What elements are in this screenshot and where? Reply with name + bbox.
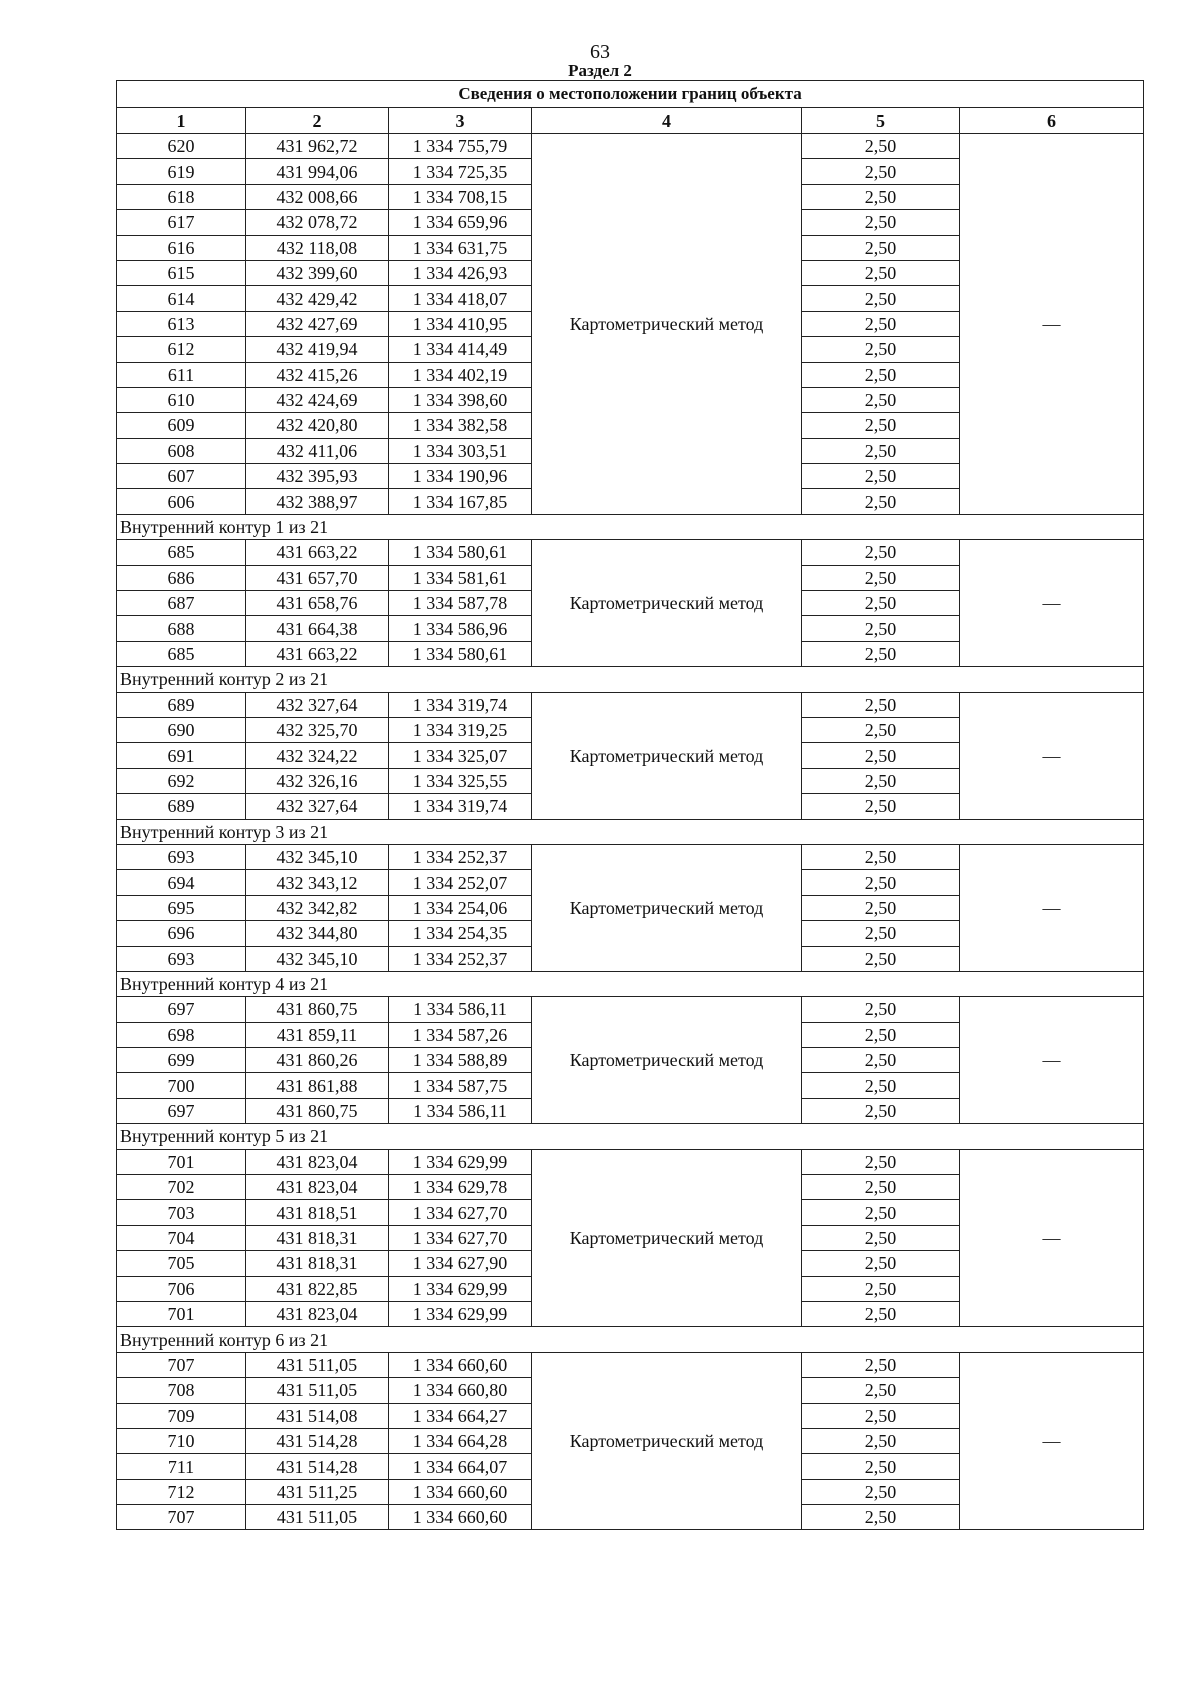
accuracy-cell: 2,50 — [802, 413, 960, 438]
description-cell: — — [960, 1352, 1144, 1530]
y-coordinate-cell: 1 334 414,49 — [389, 337, 532, 362]
accuracy-cell: 2,50 — [802, 591, 960, 616]
accuracy-cell: 2,50 — [802, 1301, 960, 1326]
point-number-cell: 688 — [117, 616, 246, 641]
y-coordinate-cell: 1 334 629,99 — [389, 1301, 532, 1326]
point-number-cell: 696 — [117, 921, 246, 946]
x-coordinate-cell: 432 429,42 — [246, 286, 389, 311]
x-coordinate-cell: 431 514,08 — [246, 1403, 389, 1428]
y-coordinate-cell: 1 334 627,70 — [389, 1225, 532, 1250]
section-title: Раздел 2 — [568, 61, 632, 80]
accuracy-cell: 2,50 — [802, 844, 960, 869]
x-coordinate-cell: 432 424,69 — [246, 387, 389, 412]
y-coordinate-cell: 1 334 587,75 — [389, 1073, 532, 1098]
point-number-cell: 707 — [117, 1505, 246, 1530]
point-number-cell: 692 — [117, 768, 246, 793]
x-coordinate-cell: 432 344,80 — [246, 921, 389, 946]
x-coordinate-cell: 432 345,10 — [246, 946, 389, 971]
accuracy-cell: 2,50 — [802, 921, 960, 946]
x-coordinate-cell: 432 326,16 — [246, 768, 389, 793]
y-coordinate-cell: 1 334 629,99 — [389, 1149, 532, 1174]
y-coordinate-cell: 1 334 664,07 — [389, 1454, 532, 1479]
method-cell: Картометрический метод — [532, 540, 802, 667]
accuracy-cell: 2,50 — [802, 1048, 960, 1073]
x-coordinate-cell: 432 388,97 — [246, 489, 389, 514]
accuracy-cell: 2,50 — [802, 565, 960, 590]
accuracy-cell: 2,50 — [802, 1454, 960, 1479]
x-coordinate-cell: 431 860,75 — [246, 997, 389, 1022]
accuracy-cell: 2,50 — [802, 616, 960, 641]
x-coordinate-cell: 432 324,22 — [246, 743, 389, 768]
accuracy-cell: 2,50 — [802, 1200, 960, 1225]
page-number: 63 — [590, 41, 610, 63]
point-number-cell: 607 — [117, 464, 246, 489]
contour-row — [117, 514, 1144, 539]
contour-label: Внутренний контур 1 из 21 — [117, 514, 1144, 539]
column-header: 3 — [389, 108, 532, 134]
table-row — [117, 692, 1144, 717]
x-coordinate-cell: 431 823,04 — [246, 1175, 389, 1200]
point-number-cell: 610 — [117, 387, 246, 412]
contour-row — [117, 1124, 1144, 1149]
point-number-cell: 609 — [117, 413, 246, 438]
x-coordinate-cell: 432 399,60 — [246, 260, 389, 285]
x-coordinate-cell: 432 078,72 — [246, 210, 389, 235]
x-coordinate-cell: 432 420,80 — [246, 413, 389, 438]
x-coordinate-cell: 431 822,85 — [246, 1276, 389, 1301]
accuracy-cell: 2,50 — [802, 1505, 960, 1530]
y-coordinate-cell: 1 334 660,80 — [389, 1378, 532, 1403]
accuracy-cell: 2,50 — [802, 260, 960, 285]
point-number-cell: 693 — [117, 946, 246, 971]
accuracy-cell: 2,50 — [802, 1098, 960, 1123]
x-coordinate-cell: 432 343,12 — [246, 870, 389, 895]
point-number-cell: 693 — [117, 844, 246, 869]
description-cell: — — [960, 540, 1144, 667]
accuracy-cell: 2,50 — [802, 540, 960, 565]
y-coordinate-cell: 1 334 252,37 — [389, 844, 532, 869]
column-header-row — [117, 108, 1144, 134]
accuracy-cell: 2,50 — [802, 311, 960, 336]
point-number-cell: 615 — [117, 260, 246, 285]
accuracy-cell: 2,50 — [802, 717, 960, 742]
point-number-cell: 698 — [117, 1022, 246, 1047]
point-number-cell: 687 — [117, 591, 246, 616]
y-coordinate-cell: 1 334 254,06 — [389, 895, 532, 920]
accuracy-cell: 2,50 — [802, 1225, 960, 1250]
accuracy-cell: 2,50 — [802, 1276, 960, 1301]
y-coordinate-cell: 1 334 629,78 — [389, 1175, 532, 1200]
method-cell: Картометрический метод — [532, 1149, 802, 1327]
accuracy-cell: 2,50 — [802, 768, 960, 793]
point-number-cell: 700 — [117, 1073, 246, 1098]
x-coordinate-cell: 431 514,28 — [246, 1454, 389, 1479]
y-coordinate-cell: 1 334 167,85 — [389, 489, 532, 514]
y-coordinate-cell: 1 334 580,61 — [389, 641, 532, 666]
point-number-cell: 620 — [117, 134, 246, 159]
x-coordinate-cell: 431 818,51 — [246, 1200, 389, 1225]
x-coordinate-cell: 432 419,94 — [246, 337, 389, 362]
y-coordinate-cell: 1 334 587,26 — [389, 1022, 532, 1047]
x-coordinate-cell: 431 511,25 — [246, 1479, 389, 1504]
y-coordinate-cell: 1 334 426,93 — [389, 260, 532, 285]
accuracy-cell: 2,50 — [802, 464, 960, 489]
point-number-cell: 689 — [117, 692, 246, 717]
x-coordinate-cell: 431 823,04 — [246, 1301, 389, 1326]
x-coordinate-cell: 431 994,06 — [246, 159, 389, 184]
accuracy-cell: 2,50 — [802, 1073, 960, 1098]
y-coordinate-cell: 1 334 319,25 — [389, 717, 532, 742]
accuracy-cell: 2,50 — [802, 641, 960, 666]
column-header: 6 — [960, 108, 1144, 134]
y-coordinate-cell: 1 334 725,35 — [389, 159, 532, 184]
point-number-cell: 686 — [117, 565, 246, 590]
y-coordinate-cell: 1 334 254,35 — [389, 921, 532, 946]
table-row — [117, 540, 1144, 565]
description-cell: — — [960, 692, 1144, 819]
point-number-cell: 702 — [117, 1175, 246, 1200]
point-number-cell: 703 — [117, 1200, 246, 1225]
x-coordinate-cell: 431 511,05 — [246, 1505, 389, 1530]
table-title: Сведения о местоположении границ объекта — [117, 81, 1144, 108]
method-cell: Картометрический метод — [532, 1352, 802, 1530]
point-number-cell: 697 — [117, 1098, 246, 1123]
description-cell: — — [960, 844, 1144, 971]
column-header: 5 — [802, 108, 960, 134]
y-coordinate-cell: 1 334 659,96 — [389, 210, 532, 235]
y-coordinate-cell: 1 334 303,51 — [389, 438, 532, 463]
contour-row — [117, 667, 1144, 692]
table-row — [117, 1352, 1144, 1377]
accuracy-cell: 2,50 — [802, 387, 960, 412]
y-coordinate-cell: 1 334 190,96 — [389, 464, 532, 489]
y-coordinate-cell: 1 334 581,61 — [389, 565, 532, 590]
x-coordinate-cell: 431 818,31 — [246, 1225, 389, 1250]
method-cell: Картометрический метод — [532, 844, 802, 971]
accuracy-cell: 2,50 — [802, 159, 960, 184]
point-number-cell: 691 — [117, 743, 246, 768]
method-cell: Картометрический метод — [532, 997, 802, 1124]
accuracy-cell: 2,50 — [802, 184, 960, 209]
y-coordinate-cell: 1 334 398,60 — [389, 387, 532, 412]
x-coordinate-cell: 432 415,26 — [246, 362, 389, 387]
y-coordinate-cell: 1 334 382,58 — [389, 413, 532, 438]
x-coordinate-cell: 432 008,66 — [246, 184, 389, 209]
y-coordinate-cell: 1 334 587,78 — [389, 591, 532, 616]
y-coordinate-cell: 1 334 319,74 — [389, 794, 532, 819]
y-coordinate-cell: 1 334 631,75 — [389, 235, 532, 260]
accuracy-cell: 2,50 — [802, 1022, 960, 1047]
table-title-row — [117, 81, 1144, 108]
point-number-cell: 619 — [117, 159, 246, 184]
point-number-cell: 699 — [117, 1048, 246, 1073]
x-coordinate-cell: 432 342,82 — [246, 895, 389, 920]
column-header: 1 — [117, 108, 246, 134]
y-coordinate-cell: 1 334 252,37 — [389, 946, 532, 971]
x-coordinate-cell: 431 860,26 — [246, 1048, 389, 1073]
x-coordinate-cell: 431 511,05 — [246, 1378, 389, 1403]
accuracy-cell: 2,50 — [802, 1251, 960, 1276]
table-body — [117, 134, 1144, 1530]
point-number-cell: 706 — [117, 1276, 246, 1301]
y-coordinate-cell: 1 334 580,61 — [389, 540, 532, 565]
y-coordinate-cell: 1 334 629,99 — [389, 1276, 532, 1301]
point-number-cell: 712 — [117, 1479, 246, 1504]
description-cell: — — [960, 1149, 1144, 1327]
y-coordinate-cell: 1 334 252,07 — [389, 870, 532, 895]
x-coordinate-cell: 431 962,72 — [246, 134, 389, 159]
accuracy-cell: 2,50 — [802, 743, 960, 768]
x-coordinate-cell: 432 327,64 — [246, 794, 389, 819]
y-coordinate-cell: 1 334 660,60 — [389, 1479, 532, 1504]
point-number-cell: 705 — [117, 1251, 246, 1276]
accuracy-cell: 2,50 — [802, 438, 960, 463]
point-number-cell: 613 — [117, 311, 246, 336]
point-number-cell: 711 — [117, 1454, 246, 1479]
accuracy-cell: 2,50 — [802, 895, 960, 920]
x-coordinate-cell: 431 861,88 — [246, 1073, 389, 1098]
point-number-cell: 689 — [117, 794, 246, 819]
description-cell: — — [960, 997, 1144, 1124]
accuracy-cell: 2,50 — [802, 794, 960, 819]
boundary-table — [116, 80, 1144, 1530]
accuracy-cell: 2,50 — [802, 692, 960, 717]
contour-row — [117, 971, 1144, 996]
accuracy-cell: 2,50 — [802, 1479, 960, 1504]
accuracy-cell: 2,50 — [802, 946, 960, 971]
accuracy-cell: 2,50 — [802, 870, 960, 895]
x-coordinate-cell: 431 859,11 — [246, 1022, 389, 1047]
y-coordinate-cell: 1 334 325,07 — [389, 743, 532, 768]
x-coordinate-cell: 432 118,08 — [246, 235, 389, 260]
contour-row — [117, 1327, 1144, 1352]
y-coordinate-cell: 1 334 660,60 — [389, 1352, 532, 1377]
y-coordinate-cell: 1 334 586,11 — [389, 997, 532, 1022]
point-number-cell: 618 — [117, 184, 246, 209]
x-coordinate-cell: 432 345,10 — [246, 844, 389, 869]
y-coordinate-cell: 1 334 418,07 — [389, 286, 532, 311]
point-number-cell: 710 — [117, 1428, 246, 1453]
accuracy-cell: 2,50 — [802, 1149, 960, 1174]
x-coordinate-cell: 432 325,70 — [246, 717, 389, 742]
contour-label: Внутренний контур 6 из 21 — [117, 1327, 1144, 1352]
point-number-cell: 697 — [117, 997, 246, 1022]
method-cell: Картометрический метод — [532, 692, 802, 819]
point-number-cell: 617 — [117, 210, 246, 235]
x-coordinate-cell: 431 657,70 — [246, 565, 389, 590]
y-coordinate-cell: 1 334 660,60 — [389, 1505, 532, 1530]
contour-label: Внутренний контур 5 из 21 — [117, 1124, 1144, 1149]
accuracy-cell: 2,50 — [802, 1378, 960, 1403]
accuracy-cell: 2,50 — [802, 1428, 960, 1453]
y-coordinate-cell: 1 334 664,28 — [389, 1428, 532, 1453]
point-number-cell: 695 — [117, 895, 246, 920]
accuracy-cell: 2,50 — [802, 1352, 960, 1377]
y-coordinate-cell: 1 334 588,89 — [389, 1048, 532, 1073]
table-row — [117, 134, 1144, 159]
contour-label: Внутренний контур 4 из 21 — [117, 971, 1144, 996]
contour-label: Внутренний контур 2 из 21 — [117, 667, 1144, 692]
x-coordinate-cell: 432 411,06 — [246, 438, 389, 463]
point-number-cell: 707 — [117, 1352, 246, 1377]
point-number-cell: 690 — [117, 717, 246, 742]
point-number-cell: 611 — [117, 362, 246, 387]
y-coordinate-cell: 1 334 755,79 — [389, 134, 532, 159]
point-number-cell: 614 — [117, 286, 246, 311]
x-coordinate-cell: 431 818,31 — [246, 1251, 389, 1276]
x-coordinate-cell: 432 327,64 — [246, 692, 389, 717]
contour-row — [117, 819, 1144, 844]
table-row — [117, 1149, 1144, 1174]
y-coordinate-cell: 1 334 708,15 — [389, 184, 532, 209]
column-header: 2 — [246, 108, 389, 134]
x-coordinate-cell: 432 427,69 — [246, 311, 389, 336]
description-cell: — — [960, 134, 1144, 515]
point-number-cell: 694 — [117, 870, 246, 895]
accuracy-cell: 2,50 — [802, 337, 960, 362]
y-coordinate-cell: 1 334 627,90 — [389, 1251, 532, 1276]
method-cell: Картометрический метод — [532, 134, 802, 515]
point-number-cell: 685 — [117, 641, 246, 666]
accuracy-cell: 2,50 — [802, 1175, 960, 1200]
point-number-cell: 685 — [117, 540, 246, 565]
point-number-cell: 701 — [117, 1149, 246, 1174]
x-coordinate-cell: 431 860,75 — [246, 1098, 389, 1123]
accuracy-cell: 2,50 — [802, 362, 960, 387]
accuracy-cell: 2,50 — [802, 235, 960, 260]
point-number-cell: 616 — [117, 235, 246, 260]
point-number-cell: 704 — [117, 1225, 246, 1250]
table-row — [117, 997, 1144, 1022]
y-coordinate-cell: 1 334 402,19 — [389, 362, 532, 387]
x-coordinate-cell: 431 823,04 — [246, 1149, 389, 1174]
accuracy-cell: 2,50 — [802, 134, 960, 159]
x-coordinate-cell: 431 664,38 — [246, 616, 389, 641]
y-coordinate-cell: 1 334 325,55 — [389, 768, 532, 793]
accuracy-cell: 2,50 — [802, 210, 960, 235]
y-coordinate-cell: 1 334 586,11 — [389, 1098, 532, 1123]
y-coordinate-cell: 1 334 319,74 — [389, 692, 532, 717]
x-coordinate-cell: 431 663,22 — [246, 540, 389, 565]
x-coordinate-cell: 431 658,76 — [246, 591, 389, 616]
x-coordinate-cell: 431 663,22 — [246, 641, 389, 666]
x-coordinate-cell: 432 395,93 — [246, 464, 389, 489]
point-number-cell: 606 — [117, 489, 246, 514]
point-number-cell: 701 — [117, 1301, 246, 1326]
point-number-cell: 708 — [117, 1378, 246, 1403]
y-coordinate-cell: 1 334 627,70 — [389, 1200, 532, 1225]
accuracy-cell: 2,50 — [802, 1403, 960, 1428]
accuracy-cell: 2,50 — [802, 489, 960, 514]
y-coordinate-cell: 1 334 586,96 — [389, 616, 532, 641]
point-number-cell: 612 — [117, 337, 246, 362]
x-coordinate-cell: 431 514,28 — [246, 1428, 389, 1453]
column-header: 4 — [532, 108, 802, 134]
accuracy-cell: 2,50 — [802, 286, 960, 311]
y-coordinate-cell: 1 334 664,27 — [389, 1403, 532, 1428]
accuracy-cell: 2,50 — [802, 997, 960, 1022]
point-number-cell: 608 — [117, 438, 246, 463]
x-coordinate-cell: 431 511,05 — [246, 1352, 389, 1377]
y-coordinate-cell: 1 334 410,95 — [389, 311, 532, 336]
table-row — [117, 844, 1144, 869]
contour-label: Внутренний контур 3 из 21 — [117, 819, 1144, 844]
point-number-cell: 709 — [117, 1403, 246, 1428]
